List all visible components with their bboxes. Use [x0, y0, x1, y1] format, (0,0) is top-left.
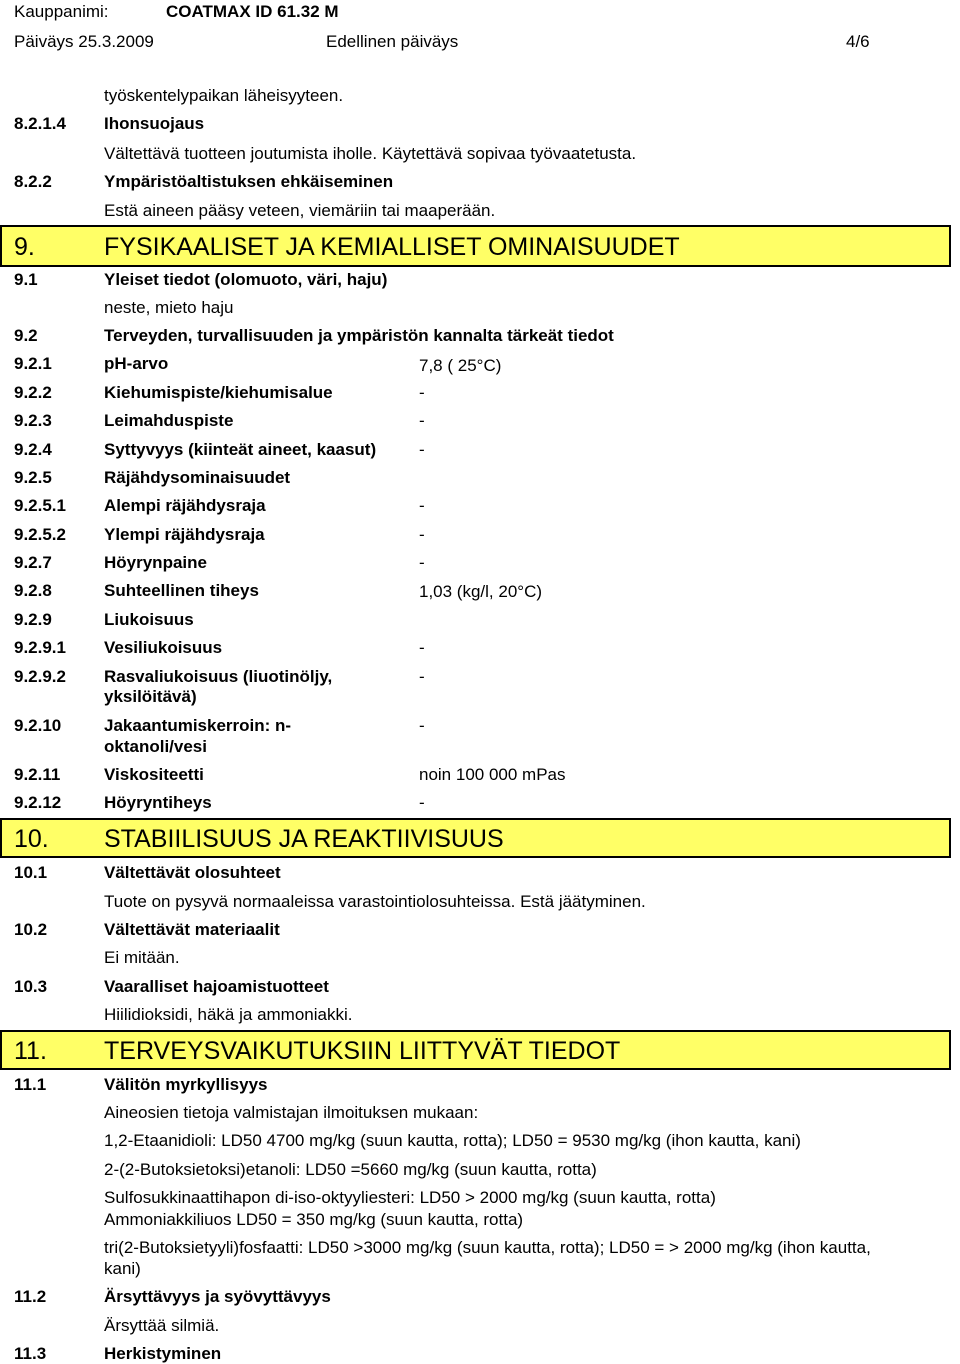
- toxicity-line: 1,2-Etaanidioli: LD50 4700 mg/kg (suun kautta, rotta); LD50 = 9530 mg/kg (ihon kautta, kani): [104, 1131, 801, 1150]
- section-title: Herkistyminen: [104, 1344, 222, 1363]
- property-number: 9.2.1: [14, 354, 52, 373]
- date-label: Päiväys 25.3.2009: [14, 32, 154, 51]
- property-number: 9.2.7: [14, 553, 52, 572]
- property-value: -: [419, 411, 425, 430]
- property-value: -: [419, 440, 425, 459]
- section-text: Hiilidioksidi, häkä ja ammoniakki.: [104, 1005, 353, 1024]
- banner-title: STABIILISUUS JA REAKTIIVISUUS: [104, 825, 504, 853]
- property-value: 1,03 (kg/l, 20°C): [419, 582, 543, 601]
- property-number: 9.2.2: [14, 383, 52, 402]
- property-number: 9.2.9.1: [14, 638, 66, 657]
- property-label: Vesiliukoisuus: [104, 638, 223, 657]
- property-label: Liukoisuus: [104, 610, 194, 629]
- section-number: 11.3: [14, 1344, 47, 1363]
- property-value: -: [419, 716, 425, 735]
- property-value: -: [419, 793, 425, 812]
- property-label: Kiehumispiste/kiehumisalue: [104, 383, 333, 402]
- property-label: Höyrynpaine: [104, 553, 207, 572]
- section-text: Estä aineen pääsy veteen, viemäriin tai maaperään.: [104, 201, 496, 220]
- section-title: Vältettävät materiaalit: [104, 920, 280, 939]
- toxicity-line: Ammoniakkiliuos LD50 = 350 mg/kg (suun kautta, rotta): [104, 1210, 524, 1229]
- property-label-continued: yksilöitävä): [104, 687, 197, 706]
- property-number: 9.2.8: [14, 581, 52, 600]
- property-label: Leimahduspiste: [104, 411, 234, 430]
- property-label: Höyryntiheys: [104, 793, 212, 812]
- section-number: 11.1: [14, 1075, 47, 1094]
- toxicity-line: kani): [104, 1259, 141, 1278]
- previous-date-label: Edellinen päiväys: [326, 32, 459, 51]
- property-number: 9.2.11: [14, 765, 61, 784]
- property-value: -: [419, 525, 425, 544]
- section-11-banner: [0, 1030, 951, 1070]
- property-value: 7,8 ( 25°C): [419, 356, 502, 375]
- banner-number: 9.: [14, 233, 35, 261]
- section-title: Vältettävät olosuhteet: [104, 863, 281, 882]
- section-title: Ihonsuojaus: [104, 114, 205, 133]
- property-number: 9.2.5.1: [14, 496, 66, 515]
- property-number: 9.2.3: [14, 411, 52, 430]
- property-number: 9.2.9.2: [14, 667, 66, 686]
- property-label: Rasvaliukoisuus (liuotinöljy,: [104, 667, 333, 686]
- section-title: Välitön myrkyllisyys: [104, 1075, 268, 1094]
- section-text: Tuote on pysyvä normaaleissa varastointiolosuhteissa. Estä jäätyminen.: [104, 892, 646, 911]
- section-title: Terveyden, turvallisuuden ja ympäristön kannalta tärkeät tiedot: [104, 326, 614, 345]
- property-value: -: [419, 553, 425, 572]
- section-number: 9.2: [14, 326, 38, 345]
- banner-title: FYSIKAALISET JA KEMIALLISET OMINAISUUDET: [104, 233, 680, 261]
- section-text: Ei mitään.: [104, 948, 180, 967]
- property-value: -: [419, 496, 425, 515]
- property-value: -: [419, 383, 425, 402]
- section-number: 8.2.1.4: [14, 114, 66, 133]
- property-label: Räjähdysominaisuudet: [104, 468, 291, 487]
- property-label: Syttyvyys (kiinteät aineet, kaasut): [104, 440, 377, 459]
- section-text: Vältettävä tuotteen joutumista iholle. Käytettävä sopivaa työvaatetusta.: [104, 144, 637, 163]
- section-title: Ympäristöaltistuksen ehkäiseminen: [104, 172, 394, 191]
- property-number: 9.2.5.2: [14, 525, 66, 544]
- property-number: 9.2.10: [14, 716, 62, 735]
- property-label: Ylempi räjähdysraja: [104, 525, 265, 544]
- page-number: 4/6: [846, 32, 870, 51]
- property-number: 9.2.4: [14, 440, 52, 459]
- section-number: 10.2: [14, 920, 48, 939]
- section-title: Vaaralliset hajoamistuotteet: [104, 977, 329, 996]
- section-title: Ärsyttävyys ja syövyttävyys: [104, 1287, 331, 1306]
- property-label: Suhteellinen tiheys: [104, 581, 259, 600]
- property-label: Jakaantumiskerroin: n-: [104, 716, 292, 735]
- property-label: pH-arvo: [104, 354, 169, 373]
- section-10-banner: [0, 818, 951, 858]
- property-label: Alempi räjähdysraja: [104, 496, 266, 515]
- banner-number: 10.: [14, 825, 49, 853]
- property-value: -: [419, 638, 425, 657]
- toxicity-line: Sulfosukkinaattihapon di-iso-oktyyliesteri: LD50 > 2000 mg/kg (suun kautta, rotta): [104, 1188, 716, 1207]
- section-number: 11.2: [14, 1287, 47, 1306]
- property-value: -: [419, 667, 425, 686]
- property-number: 9.2.12: [14, 793, 62, 812]
- property-number: 9.2.9: [14, 610, 52, 629]
- banner-title: TERVEYSVAIKUTUKSIIN LIITTYVÄT TIEDOT: [104, 1037, 621, 1065]
- banner-number: 11.: [14, 1037, 47, 1065]
- product-label: Kauppanimi:: [14, 2, 109, 21]
- continued-text: työskentelypaikan läheisyyteen.: [104, 86, 344, 105]
- product-name: COATMAX ID 61.32 M: [166, 2, 339, 21]
- section-9-banner: [0, 225, 951, 267]
- section-title: Yleiset tiedot (olomuoto, väri, haju): [104, 270, 388, 289]
- property-label: Viskositeetti: [104, 765, 204, 784]
- section-text: neste, mieto haju: [104, 298, 234, 317]
- section-text: Ärsyttää silmiä.: [104, 1316, 220, 1335]
- section-number: 8.2.2: [14, 172, 52, 191]
- property-value: noin 100 000 mPas: [419, 765, 566, 784]
- toxicity-line: 2-(2-Butoksietoksi)etanoli: LD50 =5660 mg/kg (suun kautta, rotta): [104, 1160, 597, 1179]
- property-label-continued: oktanoli/vesi: [104, 737, 207, 756]
- section-number: 10.1: [14, 863, 48, 882]
- section-number: 10.3: [14, 977, 48, 996]
- property-number: 9.2.5: [14, 468, 52, 487]
- toxicity-line: Aineosien tietoja valmistajan ilmoituksen mukaan:: [104, 1103, 479, 1122]
- toxicity-line: tri(2-Butoksietyyli)fosfaatti: LD50 >3000 mg/kg (suun kautta, rotta); LD50 = > 2000 mg/kg (ihon kautta,: [104, 1238, 871, 1257]
- section-number: 9.1: [14, 270, 38, 289]
